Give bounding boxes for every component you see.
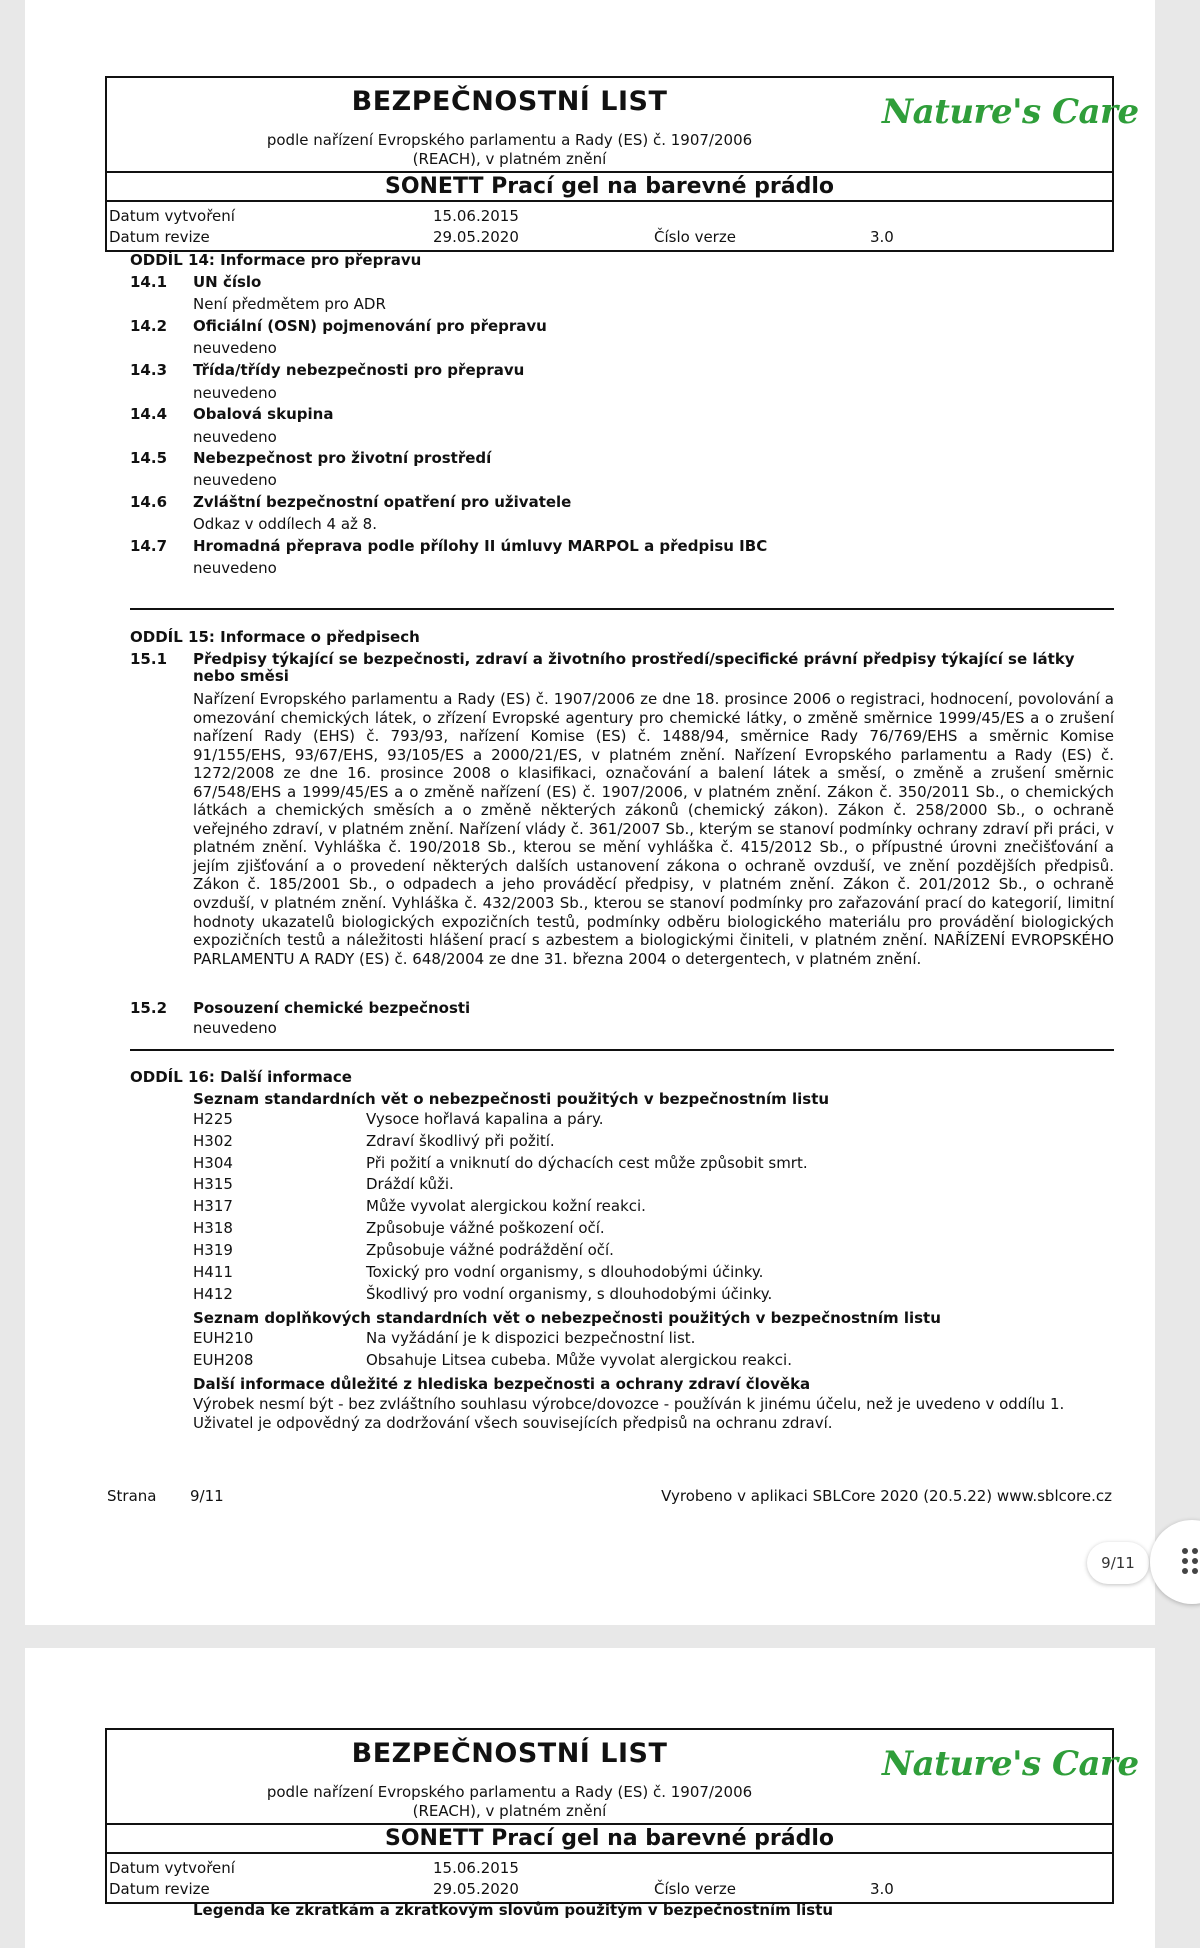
phrase-text: Toxický pro vodní organismy, s dlouhodobými účinky.: [366, 1263, 764, 1281]
section-15-title: ODDÍL 15: Informace o předpisech: [130, 628, 420, 646]
page-number: 9/11: [190, 1487, 224, 1505]
item-text: neuvedeno: [193, 428, 277, 446]
page-label: Strana: [107, 1487, 157, 1505]
item-number: 14.5: [130, 449, 168, 467]
extra-info-heading: Další informace důležité z hlediska bezpečnosti a ochrany zdraví člověka: [193, 1375, 811, 1393]
phrase-code: H319: [193, 1241, 233, 1259]
regulation-line-1: podle nařízení Evropského parlamentu a Rady (ES) č. 1907/2006: [266, 131, 753, 149]
phrase-code: H225: [193, 1110, 233, 1128]
section-divider: [130, 608, 1114, 610]
item-text: neuvedeno: [193, 1019, 277, 1037]
produced-by: Vyrobeno v aplikaci SBLCore 2020 (20.5.22) www.sblcore.cz: [661, 1487, 1112, 1505]
phrase-code: EUH208: [193, 1351, 254, 1369]
item-number: 14.1: [130, 273, 168, 291]
phrase-code: EUH210: [193, 1329, 254, 1347]
h-phrases-heading: Seznam standardních vět o nebezpečnosti použitých v bezpečnostním listu: [193, 1090, 830, 1108]
item-number: 15.2: [130, 999, 168, 1017]
product-name: SONETT Prací gel na barevné prádlo: [107, 1823, 1112, 1854]
phrase-text: Na vyžádání je k dispozici bezpečnostní list.: [366, 1329, 696, 1347]
phrase-text: Dráždí kůži.: [366, 1175, 454, 1193]
revision-label: Datum revize: [109, 1880, 210, 1898]
created-label: Datum vytvoření: [109, 207, 235, 225]
item-heading: UN číslo: [193, 273, 262, 291]
phrase-code: H317: [193, 1197, 233, 1215]
natures-care-logo: Nature's Care: [882, 1744, 1139, 1784]
phrase-text: Zdraví škodlivý při požití.: [366, 1132, 555, 1150]
grid-dots-icon[interactable]: [1150, 1520, 1200, 1604]
item-heading-continued: nebo směsi: [193, 667, 289, 685]
legend-heading: Legenda ke zkratkám a zkratkovým slovům použitým v bezpečnostním listu: [193, 1901, 834, 1919]
phrase-text: Vysoce hořlavá kapalina a páry.: [366, 1110, 604, 1128]
item-number: 15.1: [130, 650, 168, 668]
created-value: 15.06.2015: [433, 1859, 519, 1877]
document-page-10: [25, 1648, 1155, 1948]
item-text: neuvedeno: [193, 559, 277, 577]
phrase-code: H412: [193, 1285, 233, 1303]
version-label: Číslo verze: [654, 228, 736, 246]
version-label: Číslo verze: [654, 1880, 736, 1898]
phrase-code: H315: [193, 1175, 233, 1193]
item-number: 14.2: [130, 317, 168, 335]
phrase-code: H411: [193, 1263, 233, 1281]
document-header: [105, 1728, 1139, 1904]
version-value: 3.0: [870, 228, 894, 246]
extra-info-text: Výrobek nesmí být - bez zvláštního souhlasu výrobce/dovozce - používán k jinému účelu, než je uvedeno v oddílu 1. Uživatel je odpovědný za dodržování všech souvisejících předpisů na ochranu zdraví.: [193, 1395, 1065, 1432]
created-label: Datum vytvoření: [109, 1859, 235, 1877]
revision-label: Datum revize: [109, 228, 210, 246]
phrase-code: H302: [193, 1132, 233, 1150]
page-indicator[interactable]: 9/11: [1087, 1542, 1149, 1584]
item-heading: Posouzení chemické bezpečnosti: [193, 999, 471, 1017]
item-heading: Zvláštní bezpečnostní opatření pro uživatele: [193, 493, 572, 511]
section-14-title: ODDÍL 14: Informace pro přepravu: [130, 251, 422, 269]
item-text: Není předmětem pro ADR: [193, 295, 386, 313]
created-value: 15.06.2015: [433, 207, 519, 225]
phrase-text: Škodlivý pro vodní organismy, s dlouhodobými účinky.: [366, 1285, 773, 1303]
item-number: 14.3: [130, 361, 168, 379]
item-number: 14.4: [130, 405, 168, 423]
item-heading: Oficiální (OSN) pojmenování pro přepravu: [193, 317, 547, 335]
item-heading: Třída/třídy nebezpečnosti pro přepravu: [193, 361, 525, 379]
item-heading: Hromadná přeprava podle přílohy II úmluvy MARPOL a předpisu IBC: [193, 537, 768, 555]
natures-care-logo: Nature's Care: [882, 92, 1139, 132]
euh-phrases-heading: Seznam doplňkových standardních vět o nebezpečnosti použitých v bezpečnostním listu: [193, 1309, 941, 1327]
item-text: neuvedeno: [193, 384, 277, 402]
revision-value: 29.05.2020: [433, 228, 519, 246]
regulations-paragraph: Nařízení Evropského parlamentu a Rady (ES) č. 1907/2006 ze dne 18. prosince 2006 o registraci, hodnocení, povolování a omezování chemických látek, o zřízení Evropské agentury pro chemické látky, o změně směrnice 1999/45/ES a o zrušení nařízení Rady (EHS) č. 793/93, nařízení Komise (ES) č. 1488/94, směrnice Rady 76/769/EHS a směrnic Komise 91/155/EHS, 93/67/EHS, 93/105/ES a 2000/21/ES, v platném znění. Nařízení Evropského parlamentu a Rady (ES) č. 1272/2008 ze dne 16. prosince 2008 o klasifikaci, označování a balení látek a směsí, o změně a zrušení směrnic 67/548/EHS a 1999/45/ES a o změně nařízení (ES) č. 1907/2006, v platném znění. Zákon č. 350/2011 Sb., o chemických látkách a chemických směsích a o změně některých zákonů (chemický zákon). Zákon č. 258/2000 Sb., o ochraně veřejného zdraví, v platném znění. Nařízení vlády č. 361/2007 Sb., kterým se stanoví podmínky ochrany zdraví při práci, v platném znění. Vyhláška č. 190/2018 Sb., kterou se mění vyhláška č. 415/2012 Sb., o přípustné úrovni znečišťování a jejím zjišťování a o provedení některých dalších ustanovení zákona o ochraně ovzduší, ve znění pozdějších předpisů. Zákon č. 185/2001 Sb., o odpadech a jeho prováděcí předpisy, v platném znění. Zákon č. 201/2012 Sb., o ochraně ovzduší, v platném znění. Vyhláška č. 432/2003 Sb., kterou se stanoví podmínky pro zařazování prací do kategorií, limitní hodnoty ukazatelů biologických expozičních testů, podmínky odběru biologického materiálu pro provádění biologických expozičních testů a náležitosti hlášení prací s azbestem a biologickými činiteli, v platném znění. NAŘÍZENÍ EVROPSKÉHO PARLAMENTU A RADY (ES) č. 648/2004 ze dne 31. března 2004 o detergentech, v platném znění.: [193, 690, 1114, 968]
phrase-code: H318: [193, 1219, 233, 1237]
version-value: 3.0: [870, 1880, 894, 1898]
item-heading: Nebezpečnost pro životní prostředí: [193, 449, 492, 467]
item-heading: Předpisy týkající se bezpečnosti, zdraví a životního prostředí/specifické právní předpisy týkající se látky: [193, 650, 1075, 668]
item-number: 14.6: [130, 493, 168, 511]
regulation-line-2: (REACH), v platném znění: [412, 150, 607, 168]
phrase-text: Způsobuje vážné poškození očí.: [366, 1219, 605, 1237]
item-text: Odkaz v oddílech 4 až 8.: [193, 515, 377, 533]
section-divider: [130, 1049, 1114, 1051]
phrase-text: Způsobuje vážné podráždění očí.: [366, 1241, 614, 1259]
item-number: 14.7: [130, 537, 168, 555]
regulation-line-2: (REACH), v platném znění: [412, 1802, 607, 1820]
product-name: SONETT Prací gel na barevné prádlo: [107, 171, 1112, 202]
phrase-text: Obsahuje Litsea cubeba. Může vyvolat alergickou reakci.: [366, 1351, 792, 1369]
document-title: BEZPEČNOSTNÍ LIST: [351, 86, 668, 117]
phrase-text: Při požití a vniknutí do dýchacích cest může způsobit smrt.: [366, 1154, 808, 1172]
document-page-9: [25, 0, 1155, 1625]
regulation-line-1: podle nařízení Evropského parlamentu a Rady (ES) č. 1907/2006: [266, 1783, 753, 1801]
item-text: neuvedeno: [193, 471, 277, 489]
phrase-text: Může vyvolat alergickou kožní reakci.: [366, 1197, 646, 1215]
item-heading: Obalová skupina: [193, 405, 334, 423]
revision-value: 29.05.2020: [433, 1880, 519, 1898]
document-title: BEZPEČNOSTNÍ LIST: [351, 1738, 668, 1769]
document-header: [105, 76, 1139, 252]
item-text: neuvedeno: [193, 339, 277, 357]
section-16-title: ODDÍL 16: Další informace: [130, 1068, 352, 1086]
phrase-code: H304: [193, 1154, 233, 1172]
